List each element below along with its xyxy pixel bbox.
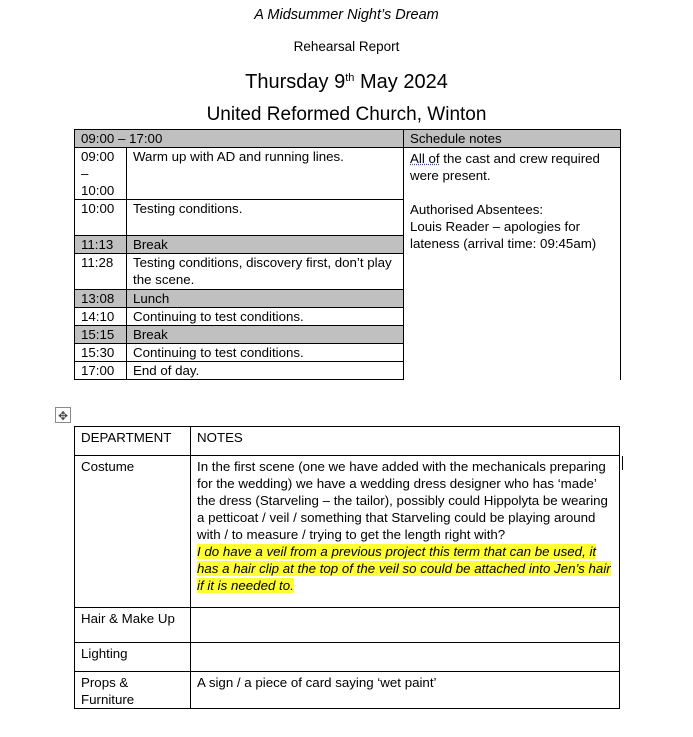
spelling-mark: All of	[410, 151, 440, 166]
absentees-heading: Authorised Absentees:	[410, 202, 544, 217]
schedule-activity: End of day.	[127, 362, 404, 380]
schedule-time: 17:00	[75, 362, 127, 380]
schedule-notes-header: Schedule notes	[404, 130, 621, 148]
costume-highlighted-note: I do have a veil from a previous project this term that can be used, it has a hair clip at the top of the veil so could be attached into Jen’s hair if it is needed to.	[197, 544, 611, 593]
department-costume: Costume	[75, 456, 191, 608]
schedule-activity: Continuing to test conditions.	[127, 308, 404, 326]
venue-title: United Reformed Church, Winton	[206, 104, 487, 125]
department-props-furniture: Props & Furniture	[75, 672, 191, 709]
play-title: A Midsummer Night’s Dream	[254, 7, 439, 23]
schedule-activity: Testing conditions, discovery first, don’t play the scene.	[127, 254, 404, 290]
costume-note-text: In the first scene (one we have added with the mechanicals preparing for the wedding) we have a wedding dress designer who has ‘made’ the dress (Starveling – the tailor), possibly could Hippolyta be wearing a petticoat / veil / something that Starveling could be playing around with / to measure / trying to get the length right with?	[197, 459, 608, 542]
hair-makeup-notes	[191, 608, 620, 643]
props-furniture-notes: A sign / a piece of card saying ‘wet paint’	[191, 672, 620, 709]
costume-notes	[191, 456, 620, 608]
schedule-time-range: 09:00 – 17:00	[75, 130, 404, 148]
schedule-activity: Lunch	[127, 290, 404, 308]
date-ordinal: th	[345, 72, 355, 84]
schedule-notes	[404, 148, 621, 380]
schedule-time: 15:30	[75, 344, 127, 362]
absentee-line: Louis Reader – apologies for lateness (arrival time: 09:45am)	[410, 219, 597, 251]
department-column-header: DEPARTMENT	[75, 427, 191, 456]
schedule-time: 11:28	[75, 254, 127, 290]
schedule-time: 11:13	[75, 236, 127, 254]
attendance-note	[410, 150, 614, 184]
lighting-notes	[191, 643, 620, 672]
report-date	[0, 71, 693, 94]
schedule-time: 09:00 – 10:00	[75, 148, 127, 200]
schedule-time: 10:00	[75, 200, 127, 236]
text-cursor	[622, 456, 623, 470]
report-title: Rehearsal Report	[293, 39, 400, 54]
schedule-activity: Break	[127, 236, 404, 254]
schedule-time: 14:10	[75, 308, 127, 326]
date-day: Thursday 9	[245, 71, 346, 93]
schedule-activity: Continuing to test conditions.	[127, 344, 404, 362]
schedule-time: 15:15	[75, 326, 127, 344]
schedule-activity: Warm up with AD and running lines.	[127, 148, 404, 200]
schedule-activity: Break	[127, 326, 404, 344]
department-hair-makeup: Hair & Make Up	[75, 608, 191, 643]
schedule-table	[74, 129, 621, 380]
date-month-year: May 2024	[354, 71, 448, 93]
move-icon[interactable]: ✥	[55, 407, 71, 423]
department-table	[74, 426, 620, 709]
department-lighting: Lighting	[75, 643, 191, 672]
notes-column-header: NOTES	[191, 427, 620, 456]
schedule-activity: Testing conditions.	[127, 200, 404, 236]
schedule-time: 13:08	[75, 290, 127, 308]
attendance-text: the cast and crew required were present.	[410, 151, 600, 183]
